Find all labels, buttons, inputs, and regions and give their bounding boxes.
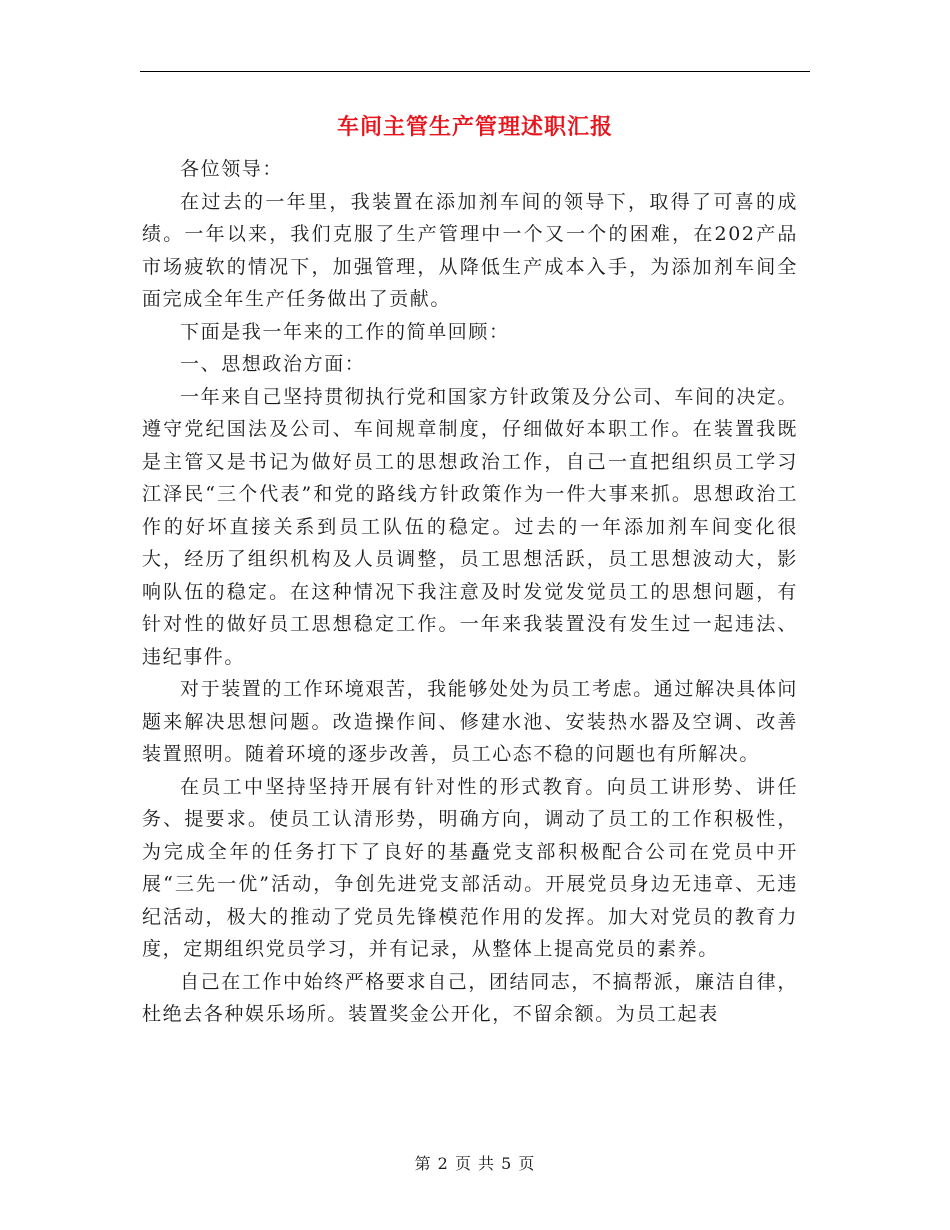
document-body <box>142 153 798 1031</box>
paragraph-salutation: 各位领导： <box>180 158 284 180</box>
section-heading-political: 一、思想政治方面： <box>180 353 366 375</box>
paragraph-political-work: 一年来自己坚持贯彻执行党和国家方针政策及分公司、车间的决定。遵守党纪国法及公司、车间规章制度，仔细做好本职工作。在装置我既是主管又是书记为做好员工的思想政治工作，自己一直把组织员工学习江泽民“三个代表”和党的路线方针政策作为一件大事来抓。思想政治工作的好坏直接关系到员工队伍的稳定。过去的一年添加剂车间变化很大，经历了组织机构及人员调整，员工思想活跃，员工思想波动大，影响队伍的稳定。在这种情况下我注意及时发觉发觉员工的思想问题，有针对性的做好员工思想稳定工作。一年来我装置没有发生过一起违法、违纪事件。 <box>142 385 799 668</box>
page-number-footer: 第 2 页 共 5 页 <box>414 1154 536 1173</box>
header-rule <box>140 71 810 72</box>
paragraph-intro: 在过去的一年里，我装置在添加剂车间的领导下，取得了可喜的成绩。一年以来，我们克服了生产管理中一个又一个的困难，在202产品市场疲软的情况下，加强管理，从降低生产成本入手，为添加剂车间全面完成全年生产任务做出了贡献。 <box>142 190 798 310</box>
paragraph-education: 在员工中坚持坚持开展有针对性的形式教育。向员工讲形势、讲任务、提要求。使员工认清形势，明确方向，调动了员工的工作积极性，为完成全年的任务打下了良好的基矗党支部积极配合公司在党员中开展“三先一优”活动，争创先进党支部活动。开展党员身边无违章、无违纪活动，极大的推动了党员先锋模范作用的发挥。加大对党员的教育力度，定期组织党员学习，并有记录，从整体上提高党员的素养。 <box>142 775 798 960</box>
paragraph-work-environment: 对于装置的工作环境艰苦，我能够处处为员工考虑。通过解决具体问题来解决思想问题。改造操作间、修建水池、安装热水器及空调、改善装置照明。随着环境的逐步改善，员工心态不稳的问题也有所解决。 <box>142 678 799 765</box>
paragraph-review-lead: 下面是我一年来的工作的简单回顾： <box>180 320 510 343</box>
paragraph-self-discipline: 自己在工作中始终严格要求自己，团结同志，不搞帮派，廉洁自律，杜绝去各种娱乐场所。装置奖金公开化，不留余额。为员工起表 <box>142 970 799 1025</box>
document-title: 车间主管生产管理述职汇报 <box>336 114 613 140</box>
